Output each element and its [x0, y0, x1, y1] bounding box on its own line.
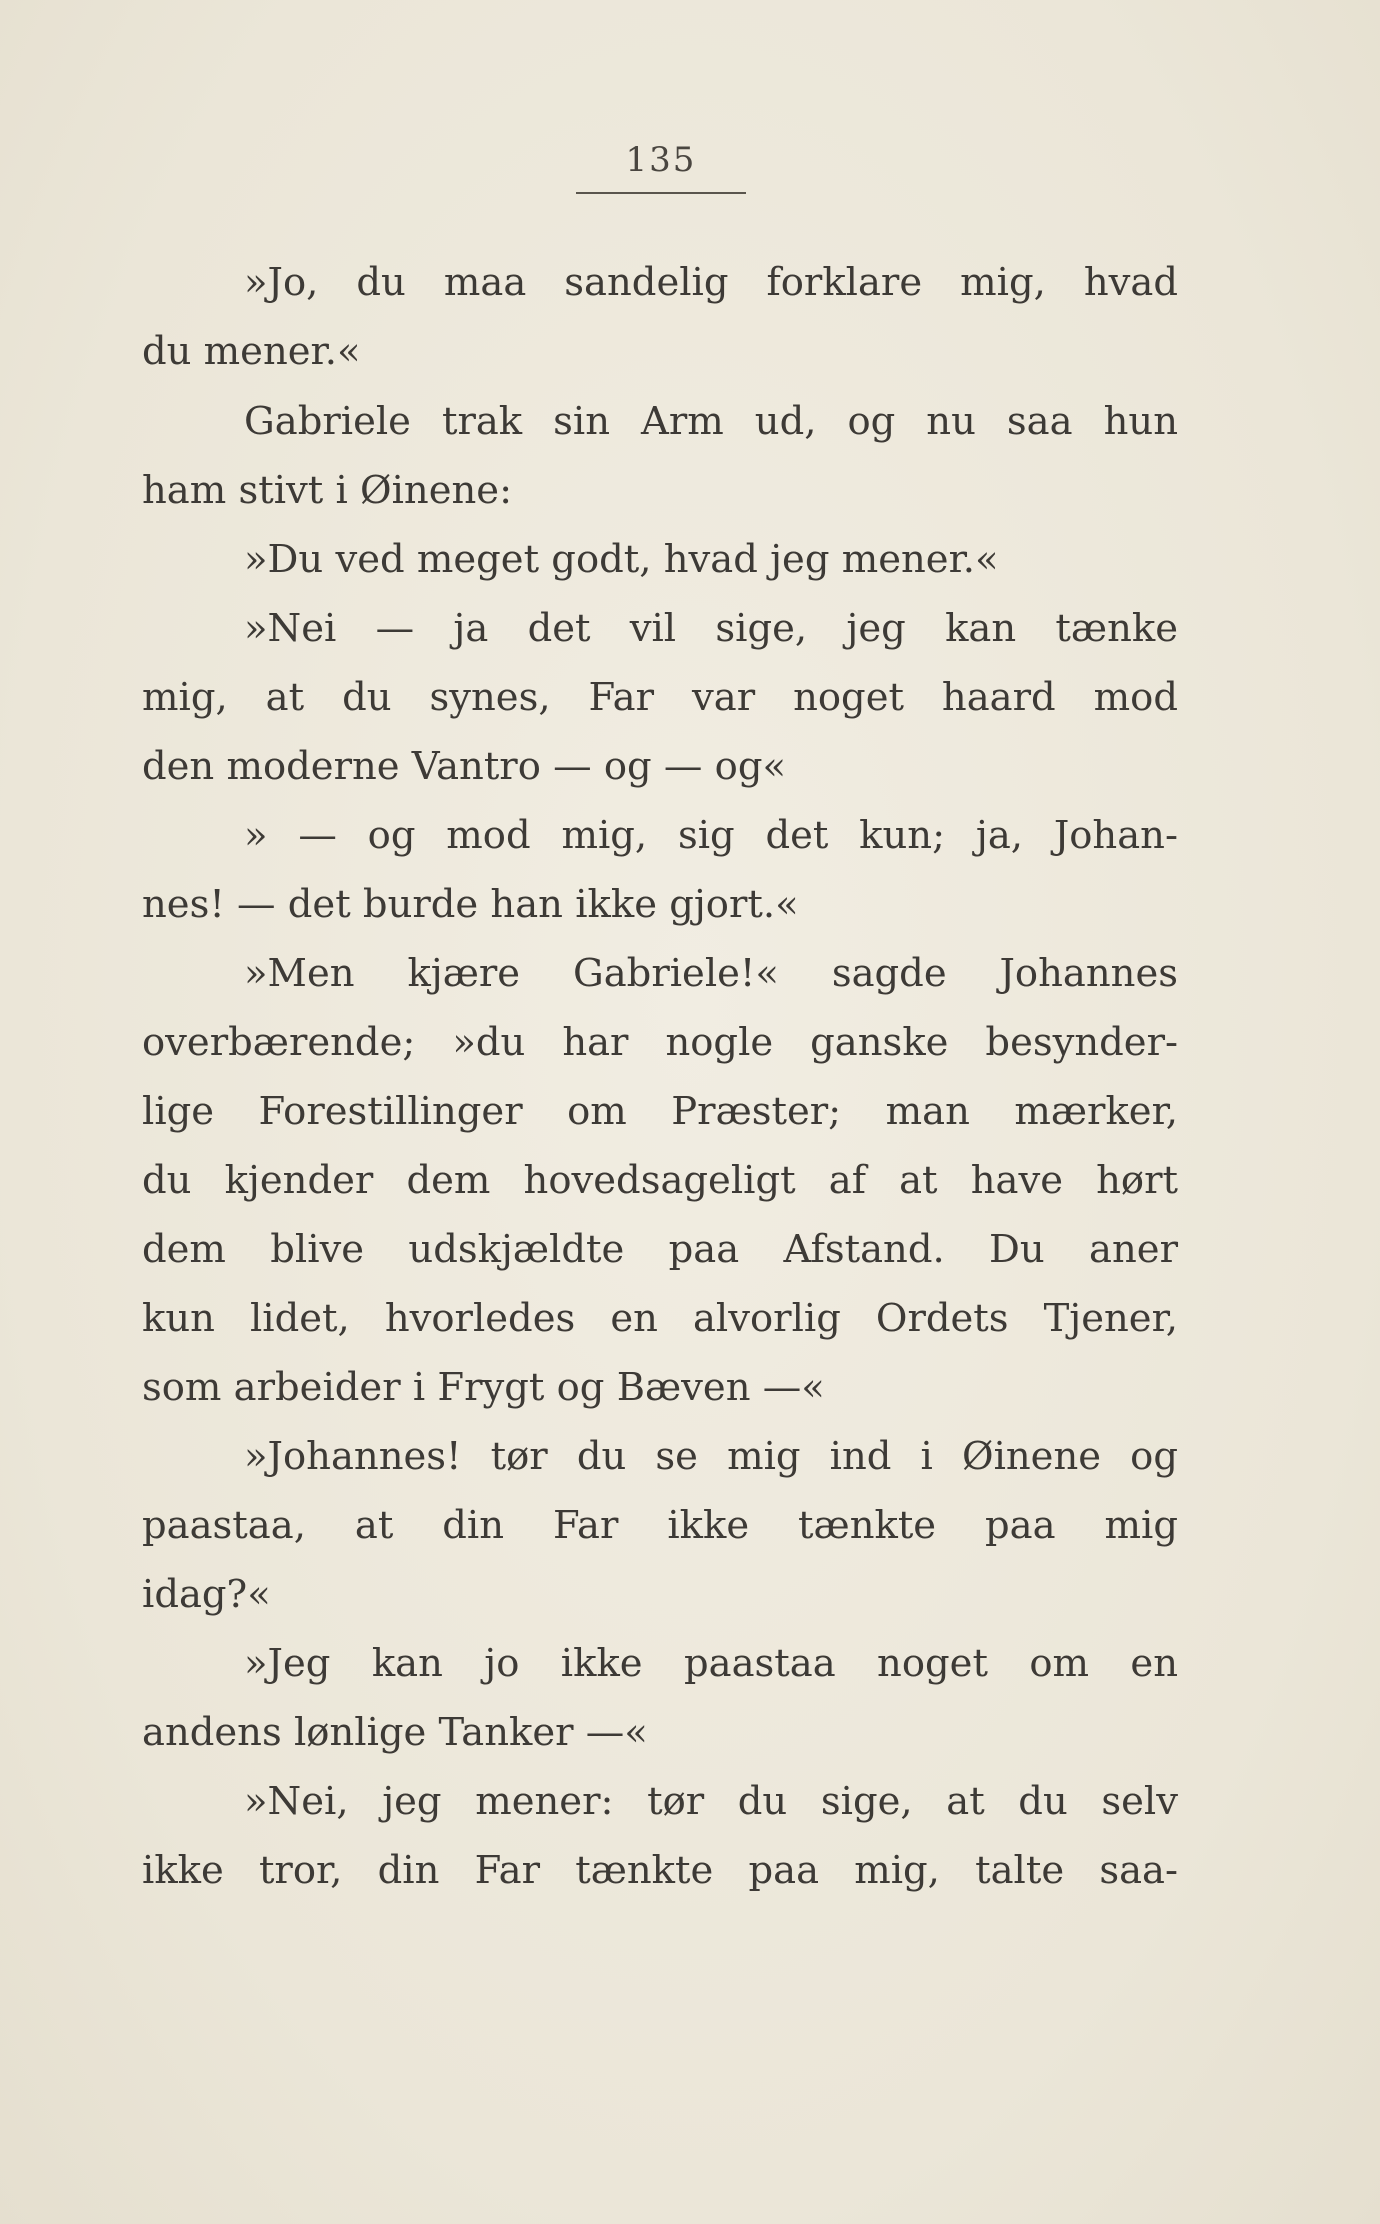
text-line: som arbeider i Frygt og Bæven —« — [142, 1365, 825, 1410]
text-line: »Jeg kan jo ikke paastaa noget om en — [244, 1641, 1178, 1686]
text-line: paastaa, at din Far ikke tænkte paa mig — [142, 1503, 1178, 1548]
text-line: den moderne Vantro — og — og« — [142, 744, 787, 789]
text-line: »Johannes! tør du se mig ind i Øinene og — [244, 1434, 1178, 1479]
text-line: ham stivt i Øinene: — [142, 468, 513, 513]
text-line: overbærende; »du har nogle ganske besynder- — [142, 1020, 1178, 1065]
page-number: 135 — [625, 140, 697, 180]
text-line: andens lønlige Tanker —« — [142, 1710, 648, 1755]
text-line: mig, at du synes, Far var noget haard mod — [142, 675, 1178, 720]
text-line: nes! — det burde han ikke gjort.« — [142, 882, 799, 927]
text-line: idag?« — [142, 1572, 271, 1617]
text-line: »Nei — ja det vil sige, jeg kan tænke — [244, 606, 1178, 651]
text-line: du kjender dem hovedsageligt af at have hørt — [142, 1158, 1178, 1203]
text-line: »Nei, jeg mener: tør du sige, at du selv — [244, 1779, 1178, 1824]
text-line: ikke tror, din Far tænkte paa mig, talte saa- — [142, 1848, 1178, 1893]
text-line: »Men kjære Gabriele!« sagde Johannes — [244, 951, 1178, 996]
text-line: Gabriele trak sin Arm ud, og nu saa hun — [244, 399, 1178, 444]
text-line: » — og mod mig, sig det kun; ja, Johan- — [244, 813, 1178, 858]
text-line: dem blive udskjældte paa Afstand. Du aner — [142, 1227, 1178, 1272]
text-line: lige Forestillinger om Præster; man mærker, — [142, 1089, 1178, 1134]
text-line: du mener.« — [142, 329, 361, 374]
text-line: »Jo, du maa sandelig forklare mig, hvad — [244, 260, 1178, 305]
text-line: »Du ved meget godt, hvad jeg mener.« — [244, 537, 999, 582]
page-number-rule — [576, 192, 746, 194]
text-line: kun lidet, hvorledes en alvorlig Ordets Tjener, — [142, 1296, 1178, 1341]
